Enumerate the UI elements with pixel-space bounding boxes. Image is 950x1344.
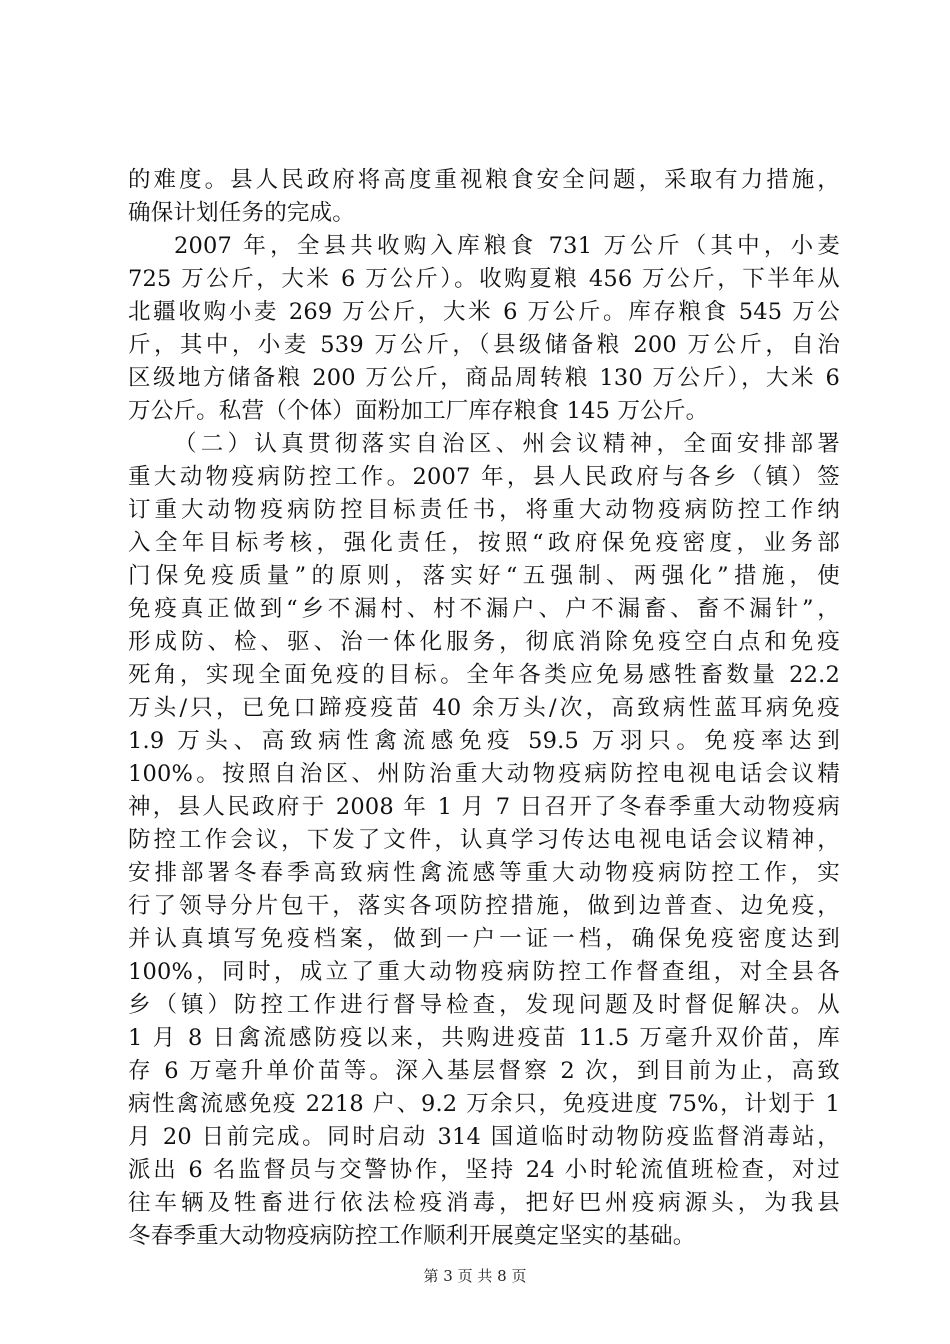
text-line: 派出 6 名监督员与交警协作，坚持 24 小时轮流值班检查，对过: [128, 1157, 840, 1183]
text-line: 1 月 8 日禽流感防疫以来，共购进疫苗 11.5 万毫升双价苗，库: [128, 1025, 840, 1051]
document-body: [128, 164, 840, 1253]
text-line: 门保免疫质量”的原则，落实好“五强制、两强化”措施，使: [128, 563, 840, 589]
text-line: 乡（镇）防控工作进行督导检查，发现问题及时督促解决。从: [128, 992, 840, 1018]
text-line: 病性禽流感免疫 2218 户、9.2 万余只，免疫进度 75%，计划于 1: [128, 1091, 840, 1117]
text-line: 安排部署冬春季高致病性禽流感等重大动物疫病防控工作，实: [128, 860, 840, 886]
text-line: 北疆收购小麦 269 万公斤，大米 6 万公斤。库存粮食 545 万公: [128, 299, 840, 325]
paragraph-3: [128, 428, 840, 1253]
text-line: 冬春季重大动物疫病防控工作顺利开展奠定坚实的基础。: [128, 1223, 696, 1249]
text-line: 100%。按照自治区、州防治重大动物疫病防控电视电话会议精: [128, 761, 840, 787]
text-line: 725 万公斤，大米 6 万公斤）。收购夏粮 456 万公斤，下半年从: [128, 266, 840, 292]
text-line: 死角，实现全面免疫的目标。全年各类应免易感牲畜数量 22.2: [128, 662, 840, 688]
text-line: 1.9 万头、高致病性禽流感免疫 59.5 万羽只。免疫率达到: [128, 728, 840, 754]
text-line: 斤，其中，小麦 539 万公斤，（县级储备粮 200 万公斤，自治: [128, 332, 840, 358]
text-line: 确保计划任务的完成。: [128, 200, 356, 226]
text-line: 100%，同时，成立了重大动物疫病防控工作督查组，对全县各: [128, 959, 840, 985]
text-line: 入全年目标考核，强化责任，按照“政府保免疫密度，业务部: [128, 530, 840, 556]
text-line: 区级地方储备粮 200 万公斤，商品周转粮 130 万公斤），大米 6: [128, 365, 840, 391]
text-line: 神，县人民政府于 2008 年 1 月 7 日召开了冬春季重大动物疫病: [128, 794, 840, 820]
text-line: 往车辆及牲畜进行依法检疫消毒，把好巴州疫病源头，为我县: [128, 1190, 840, 1216]
text-line: 的难度。县人民政府将高度重视粮食安全问题，采取有力措施，: [128, 167, 840, 193]
page-number-footer: 第 3 页 共 8 页: [423, 1267, 527, 1285]
paragraph-1: [128, 164, 840, 230]
text-line: 重大动物疫病防控工作。2007 年，县人民政府与各乡（镇）签: [128, 464, 840, 490]
text-line: 2007 年，全县共收购入库粮食 731 万公斤（其中，小麦: [174, 233, 840, 259]
text-line: 免疫真正做到“乡不漏村、村不漏户、户不漏畜、畜不漏针”，: [128, 596, 840, 622]
text-line: 防控工作会议，下发了文件，认真学习传达电视电话会议精神，: [128, 827, 840, 853]
text-line: 存 6 万毫升单价苗等。深入基层督察 2 次，到目前为止，高致: [128, 1058, 840, 1084]
paragraph-2: [128, 230, 840, 428]
text-line: 万公斤。私营（个体）面粉加工厂库存粮食 145 万公斤。: [128, 398, 709, 424]
text-line: （二）认真贯彻落实自治区、州会议精神，全面安排部署: [174, 431, 840, 457]
text-line: 月 20 日前完成。同时启动 314 国道临时动物防疫监督消毒站，: [128, 1124, 840, 1150]
text-line: 并认真填写免疫档案，做到一户一证一档，确保免疫密度达到: [128, 926, 840, 952]
text-line: 行了领导分片包干，落实各项防控措施，做到边普查、边免疫，: [128, 893, 840, 919]
text-line: 万头/只，已免口蹄疫疫苗 40 余万头/次，高致病性蓝耳病免疫: [128, 695, 840, 721]
text-line: 订重大动物疫病防控目标责任书，将重大动物疫病防控工作纳: [128, 497, 840, 523]
text-line: 形成防、检、驱、治一体化服务，彻底消除免疫空白点和免疫: [128, 629, 840, 655]
